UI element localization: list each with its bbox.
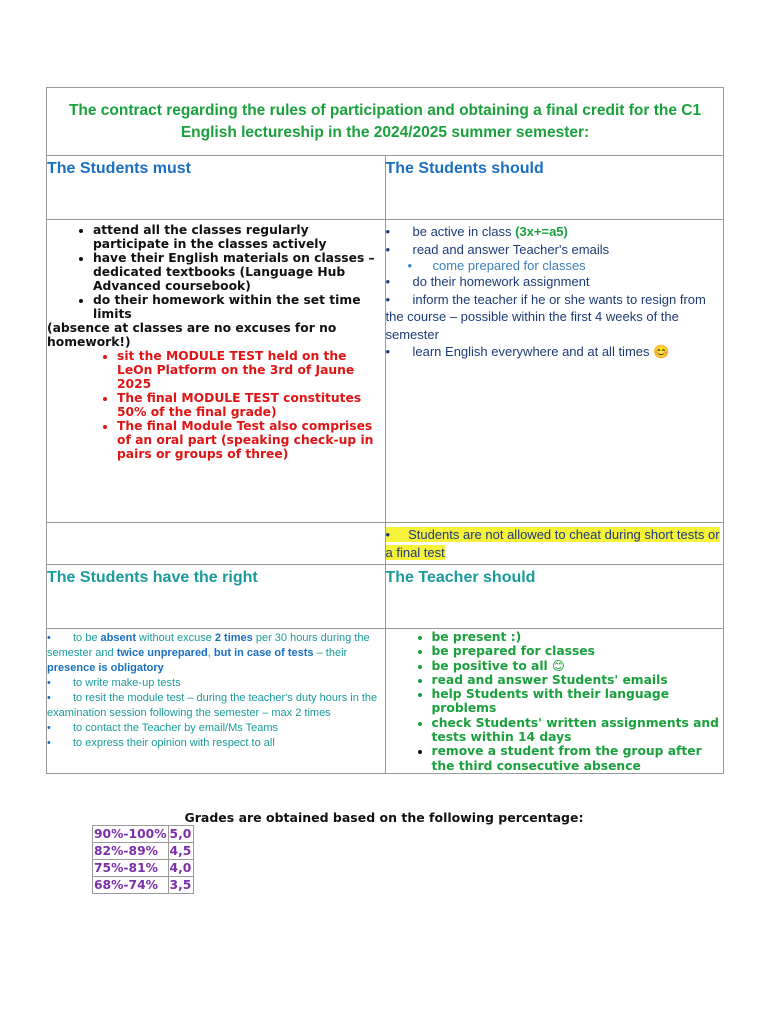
should-item: • learn English everywhere and at all times 😊 <box>385 344 670 359</box>
should-subitem: • come prepared for classes <box>407 258 586 273</box>
contract-title: The contract regarding the rules of participation and obtaining a final credit for the C1 English lectureship in the 2024/2025 summer semester: <box>68 101 702 141</box>
bullet-icon: • <box>385 527 391 542</box>
grade-value: 3,5 <box>169 878 192 892</box>
grade-row <box>93 860 194 877</box>
must-header-cell <box>47 156 386 220</box>
rights-item: • to resit the module test – during the teacher's duty hours in the examination session following the semester – max 2 times <box>47 692 378 719</box>
bullet-icon: • <box>385 274 391 289</box>
must-item: • have their English materials on classes – dedicated textbooks (Language Hub Advanced coursebook) <box>93 251 385 293</box>
rights-list <box>47 629 385 751</box>
module-test-item: • The final Module Test also comprises of an oral part (speaking check-up in pairs or groups of three) <box>117 419 385 461</box>
cheat-rule: • Students are not allowed to cheat during short tests or a final test <box>385 527 720 560</box>
should-item: • do their homework assignment <box>385 274 590 289</box>
rights-item: • to be absent without excuse 2 times per 30 hours during the semester and twice unprepared, but in case of tests – their presence is obligatory <box>47 632 370 674</box>
must-note: (absence at classes are no excuses for no homework!) <box>47 321 337 349</box>
bullet-icon: • <box>47 692 51 704</box>
grade-value: 4,0 <box>169 861 192 875</box>
grade-range: 82%-89% <box>93 843 169 860</box>
grade-value: 5,0 <box>169 827 192 841</box>
teacher-item: • be positive to all 😊 <box>432 659 724 673</box>
bullet-icon: • <box>407 258 413 273</box>
should-item: • read and answer Teacher's emails <box>385 241 610 257</box>
grade-range: 68%-74% <box>93 877 169 894</box>
must-cell <box>47 220 386 523</box>
bullet-icon: • <box>385 291 391 307</box>
teacher-header-cell <box>385 565 724 629</box>
teacher-item: • check Students' written assignments and tests within 14 days <box>432 716 724 745</box>
grade-row <box>93 877 194 894</box>
should-item: • inform the teacher if he or she wants to resign from the course – possible within the first 4 weeks of the semester <box>385 291 706 342</box>
grades-table <box>92 825 194 894</box>
must-item: • attend all the classes regularly participate in the classes actively <box>93 223 385 251</box>
module-test-list <box>47 349 385 461</box>
bullet-icon: • <box>385 344 391 359</box>
rights-header: The Students have the right <box>47 569 258 586</box>
teacher-item: • be prepared for classes <box>432 644 724 658</box>
grade-value: 4,5 <box>169 844 192 858</box>
cheat-cell <box>385 523 724 565</box>
bullet-icon: • <box>47 632 51 644</box>
module-test-item: • sit the MODULE TEST held on the LeOn Platform on the 3rd of Jaune 2025 <box>117 349 385 391</box>
teacher-list <box>386 629 724 773</box>
bullet-icon: • <box>47 737 51 749</box>
should-list <box>386 220 724 361</box>
should-item: • be active in class (3x+=a5) <box>385 224 568 239</box>
grade-row <box>93 843 194 860</box>
module-test-item: • The final MODULE TEST constitutes 50% of the final grade) <box>117 391 385 419</box>
teacher-header: The Teacher should <box>385 569 536 586</box>
should-header: The Students should <box>385 160 544 177</box>
grade-row <box>93 826 194 843</box>
rights-item: • to contact the Teacher by email/Ms Teams <box>47 722 279 734</box>
must-item: • do their homework within the set time limits <box>93 293 385 321</box>
must-header: The Students must <box>47 160 192 177</box>
should-header-cell <box>385 156 724 220</box>
teacher-item: • help Students with their language problems <box>432 687 724 716</box>
bullet-icon: • <box>385 241 391 257</box>
empty-cell <box>47 523 386 565</box>
bullet-icon: • <box>47 722 51 734</box>
title-cell <box>47 88 724 156</box>
bullet-icon: • <box>385 224 391 239</box>
teacher-item: • read and answer Students' emails <box>432 673 724 687</box>
should-cell <box>385 220 724 523</box>
teacher-cell <box>385 629 724 774</box>
grade-range: 90%-100% <box>94 827 167 841</box>
bullet-icon: • <box>47 677 51 689</box>
contract-table <box>46 87 724 774</box>
teacher-item: • remove a student from the group after the third consecutive absence <box>432 744 724 773</box>
grades-title: Grades are obtained based on the following percentage: <box>184 810 584 825</box>
rights-cell <box>47 629 386 774</box>
activity-formula: (3x+=a5) <box>515 224 568 239</box>
rights-header-cell <box>47 565 386 629</box>
grade-range: 75%-81% <box>93 860 169 877</box>
rights-item: • to express their opinion with respect to all <box>47 737 275 749</box>
must-list <box>47 220 385 321</box>
teacher-item: • be present :) <box>432 630 724 644</box>
rights-item: • to write make-up tests <box>47 677 181 689</box>
